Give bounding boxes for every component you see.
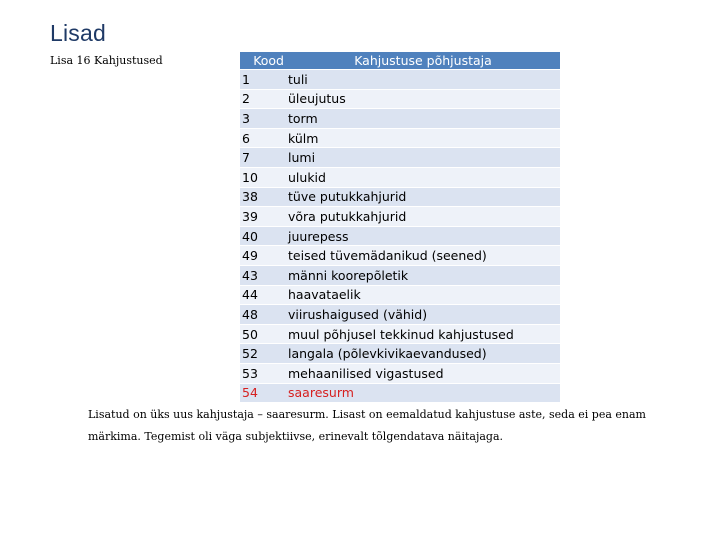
table-row (240, 344, 560, 364)
cell-code: 1 (240, 70, 286, 90)
cell-cause: mehaanilised vigastused (286, 363, 560, 383)
table-row (240, 109, 560, 129)
cell-code: 48 (240, 305, 286, 325)
cell-cause: üleujutus (286, 89, 560, 109)
cell-cause: lumi (286, 148, 560, 168)
cell-cause: ulukid (286, 167, 560, 187)
cell-cause: haavataelik (286, 285, 560, 305)
cell-code: 52 (240, 344, 286, 364)
cell-code: 43 (240, 265, 286, 285)
table-row (240, 226, 560, 246)
cell-code: 2 (240, 89, 286, 109)
cell-code: 50 (240, 324, 286, 344)
cell-cause: võra putukkahjurid (286, 207, 560, 227)
table-row (240, 128, 560, 148)
table-row (240, 246, 560, 266)
cell-cause: viirushaigused (vähid) (286, 305, 560, 325)
damage-codes-table (240, 52, 560, 402)
cell-code: 53 (240, 363, 286, 383)
cell-code: 44 (240, 285, 286, 305)
cell-cause: saaresurm (286, 383, 560, 402)
cell-cause: torm (286, 109, 560, 129)
cell-cause: külm (286, 128, 560, 148)
cell-code: 3 (240, 109, 286, 129)
cell-cause: muul põhjusel tekkinud kahjustused (286, 324, 560, 344)
cell-cause: tüve putukkahjurid (286, 187, 560, 207)
note-paragraph: Lisatud on üks uus kahjustaja – saaresurm. Lisast on eemaldatud kahjustuse aste, seda ei pea enam märkima. Tegemist oli väga subjektiivse, erinevalt tõlgendatava näitajaga. (88, 408, 646, 443)
table-row (240, 324, 560, 344)
cell-code: 10 (240, 167, 286, 187)
table-row (240, 89, 560, 109)
cell-cause: langala (põlevkivikaevandused) (286, 344, 560, 364)
cell-cause: männi koorepõletik (286, 265, 560, 285)
page-title: Lisad (50, 20, 106, 46)
page-subtitle: Lisa 16 Kahjustused (50, 54, 163, 67)
cell-code: 40 (240, 226, 286, 246)
cell-code: 6 (240, 128, 286, 148)
table-row (240, 207, 560, 227)
table-row (240, 148, 560, 168)
cell-cause: juurepess (286, 226, 560, 246)
table-row (240, 285, 560, 305)
table-body (240, 70, 560, 403)
cell-cause: tuli (286, 70, 560, 90)
cell-code: 49 (240, 246, 286, 266)
table-row (240, 265, 560, 285)
table-row (240, 363, 560, 383)
table-row (240, 305, 560, 325)
table-row (240, 187, 560, 207)
table-row (240, 70, 560, 90)
cell-cause: teised tüvemädanikud (seened) (286, 246, 560, 266)
column-header-code: Kood (240, 52, 286, 70)
table-row (240, 383, 560, 402)
table-row (240, 167, 560, 187)
table-header-row (240, 52, 560, 70)
cell-code: 39 (240, 207, 286, 227)
cell-code: 54 (240, 383, 286, 402)
cell-code: 38 (240, 187, 286, 207)
column-header-cause: Kahjustuse põhjustaja (286, 52, 560, 70)
cell-code: 7 (240, 148, 286, 168)
